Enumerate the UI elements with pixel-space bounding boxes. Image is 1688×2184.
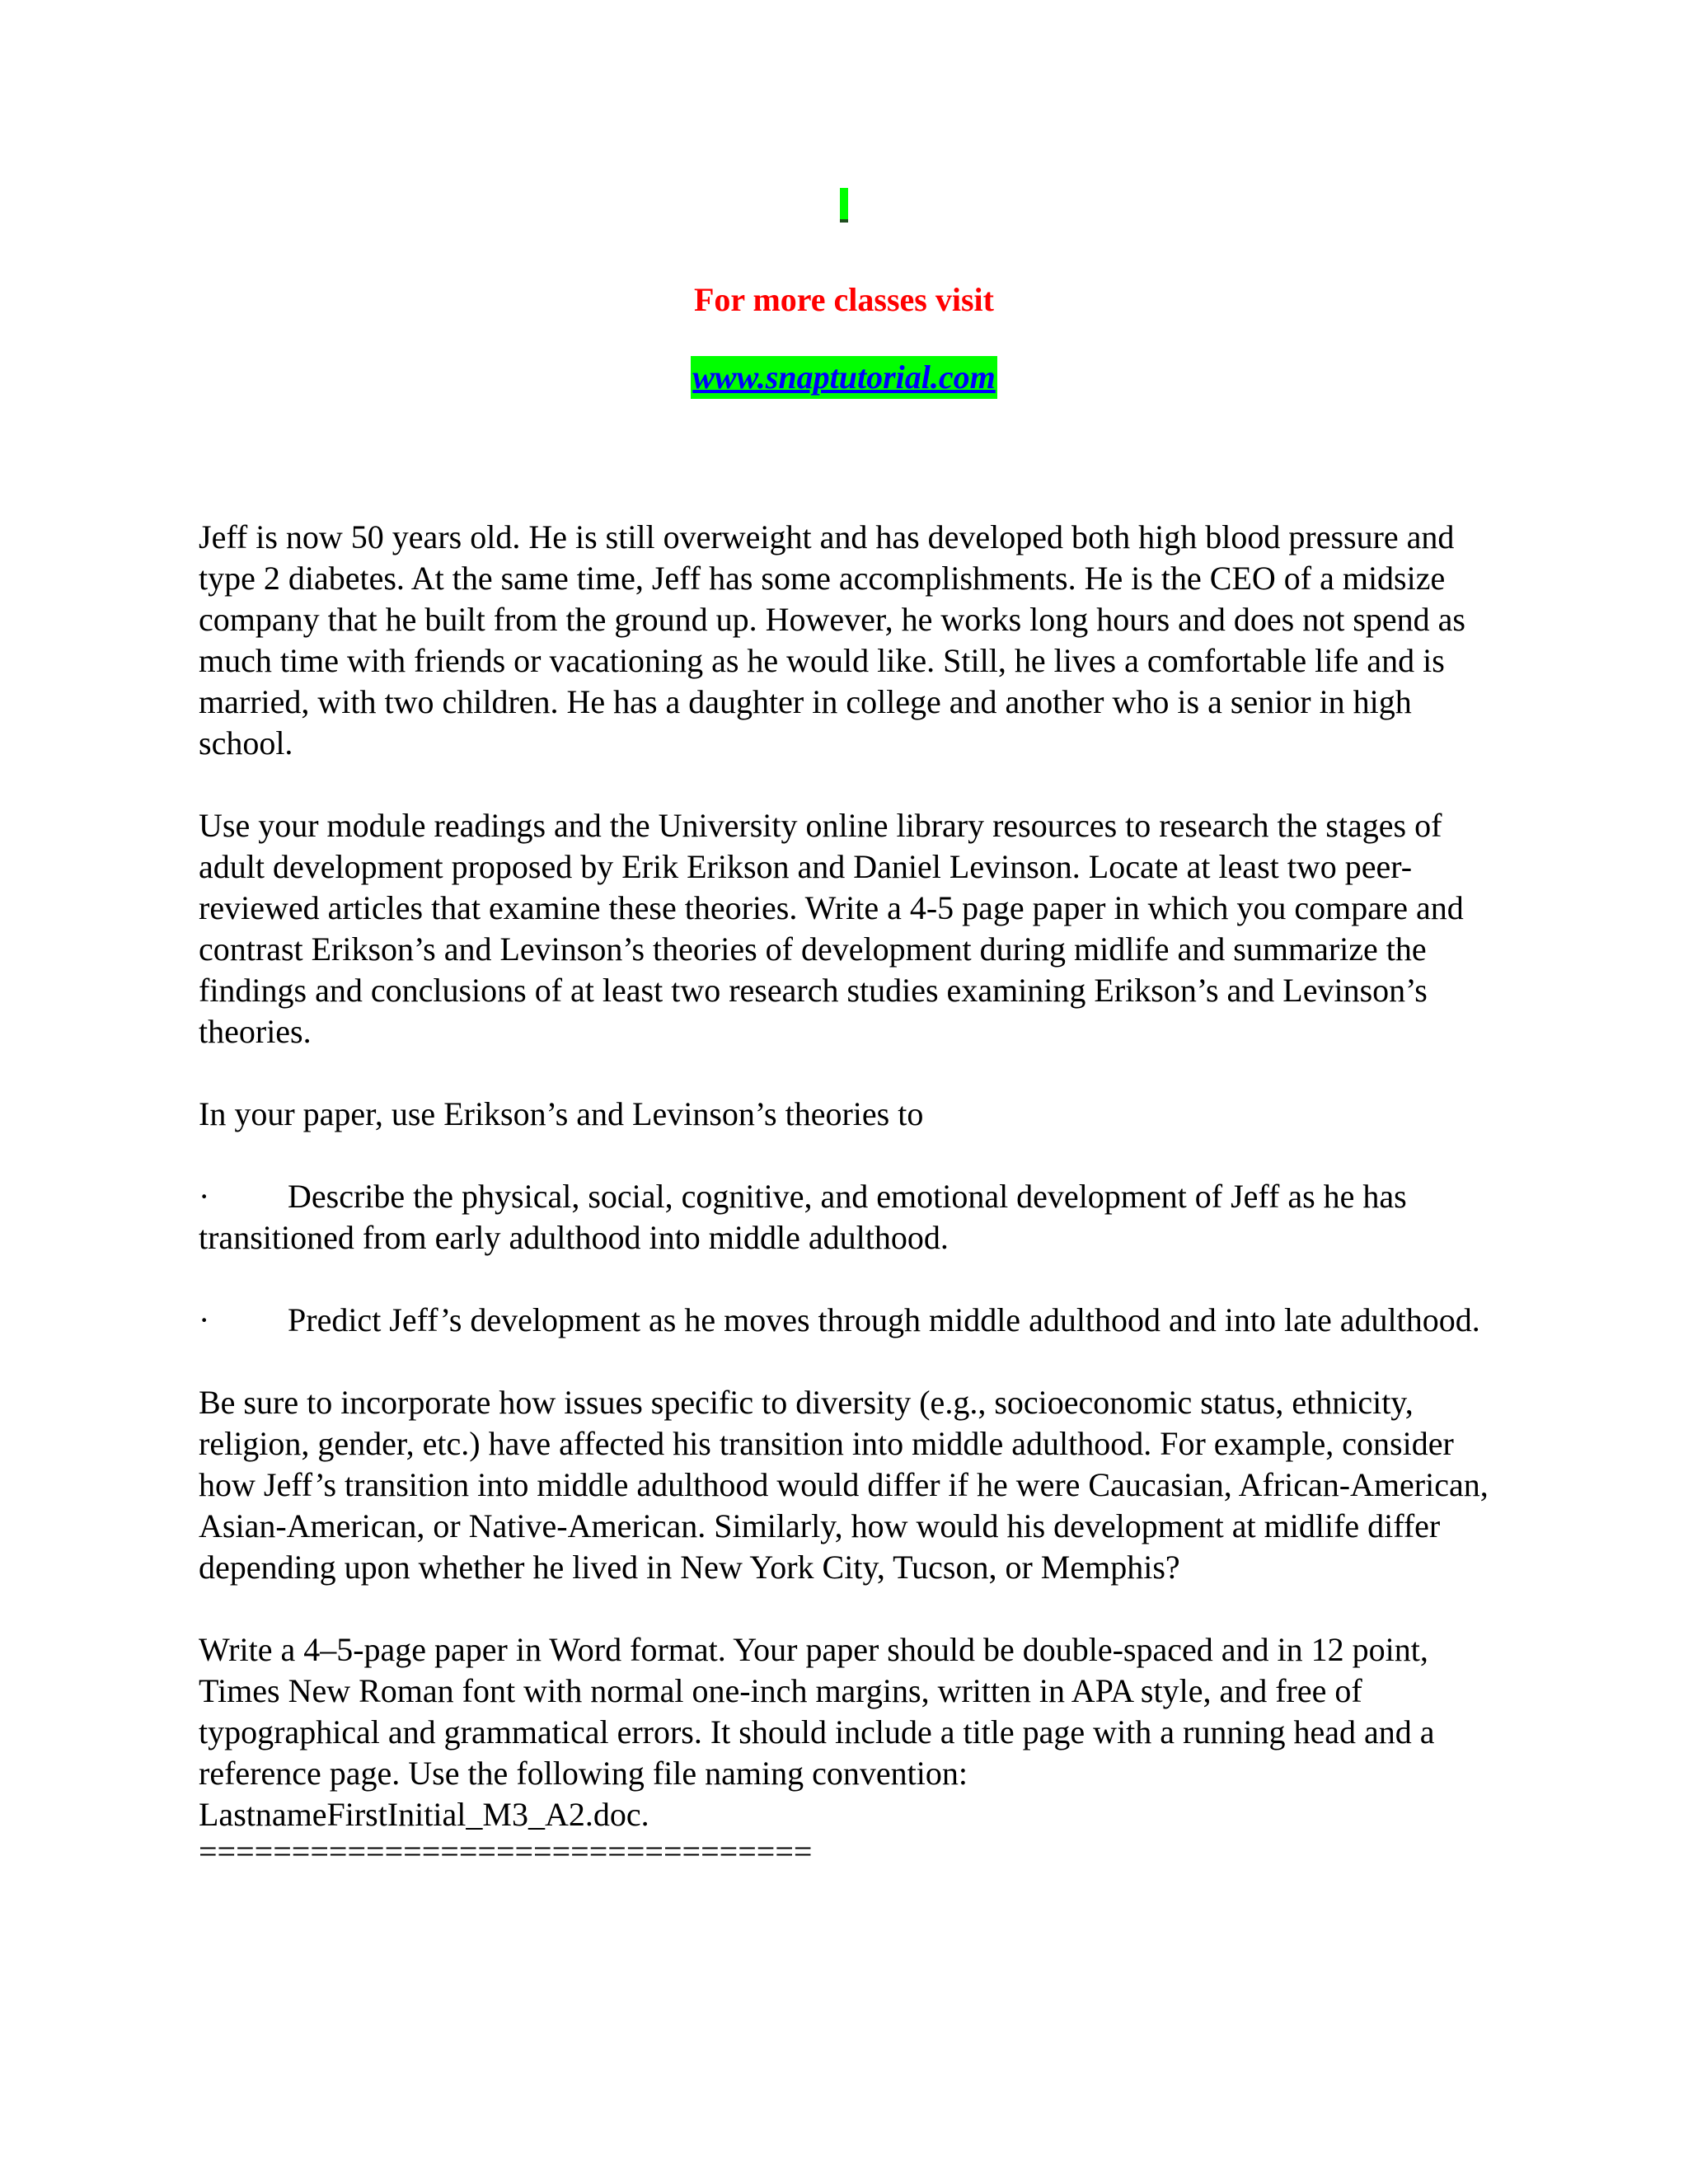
paragraph-research: Use your module readings and the University online library resources to research the stages of adult development proposed by Erik Erikson and Daniel Levinson. Locate at least two peer-reviewed articles that examine these theories. Write a 4-5 page paper in which you compare and contrast Erikson’s and Levinson’s theories of development during midlife and summarize the findings and conclusions of at least two research studies examining Erikson’s and Levinson’s theories. (199, 807, 1464, 1050)
assignment-body (199, 517, 1501, 1868)
bullet-item-describe (199, 1176, 1501, 1258)
highlight-marker (0, 188, 1688, 237)
site-link-row (0, 356, 1688, 408)
bullet-glyph: · (199, 1301, 210, 1338)
bullet-item-predict (199, 1300, 1501, 1341)
bullet-text-describe: Describe the physical, social, cognitive, and emotional development of Jeff as he has transitioned from early adulthood into middle adulthood. (199, 1178, 1407, 1256)
highlight-marker-mark (840, 188, 848, 223)
paragraph-format (199, 1629, 1501, 1835)
paragraph-scenario: Jeff is now 50 years old. He is still overweight and has developed both high blood pressure and type 2 diabetes. At the same time, Jeff has some accomplishments. He is the CEO of a midsize company that he built from the ground up. However, he works long hours and does not spend as much time with friends or vacationing as he would like. Still, he lives a comfortable life and is married, with two children. He has a daughter in college and another who is a senior in high school. (199, 518, 1465, 762)
separator-rule: ================================= (199, 1833, 813, 1870)
more-classes-heading: For more classes visit (693, 281, 994, 318)
site-link[interactable]: www.snaptutorial.com (691, 356, 997, 399)
paragraph-diversity: Be sure to incorporate how issues specific to diversity (e.g., socioeconomic status, ethnicity, religion, gender, etc.) have affected his transition into middle adulthood. For example, consider how Jeff’s transition into middle adulthood would differ if he were Caucasian, African-American, Asian-American, or Native-American. Similarly, how would his development at midlife differ depending upon whether he lived in New York City, Tucson, or Memphis? (199, 1384, 1489, 1586)
format-instructions: Write a 4–5-page paper in Word format. Your paper should be double-spaced and in 12 point, Times New Roman font with normal one-inch margins, written in APA style, and free of typographical and grammatical errors. It should include a title page with a running head and a reference page. Use the following file naming convention: (199, 1631, 1435, 1792)
paragraph-intro: In your paper, use Erikson’s and Levinson’s theories to (199, 1095, 924, 1132)
file-name-convention: LastnameFirstInitial_M3_A2.doc. (199, 1796, 649, 1833)
bullet-text-predict: Predict Jeff’s development as he moves through middle adulthood and into late adulthood. (288, 1301, 1480, 1338)
bullet-glyph: · (199, 1178, 210, 1215)
